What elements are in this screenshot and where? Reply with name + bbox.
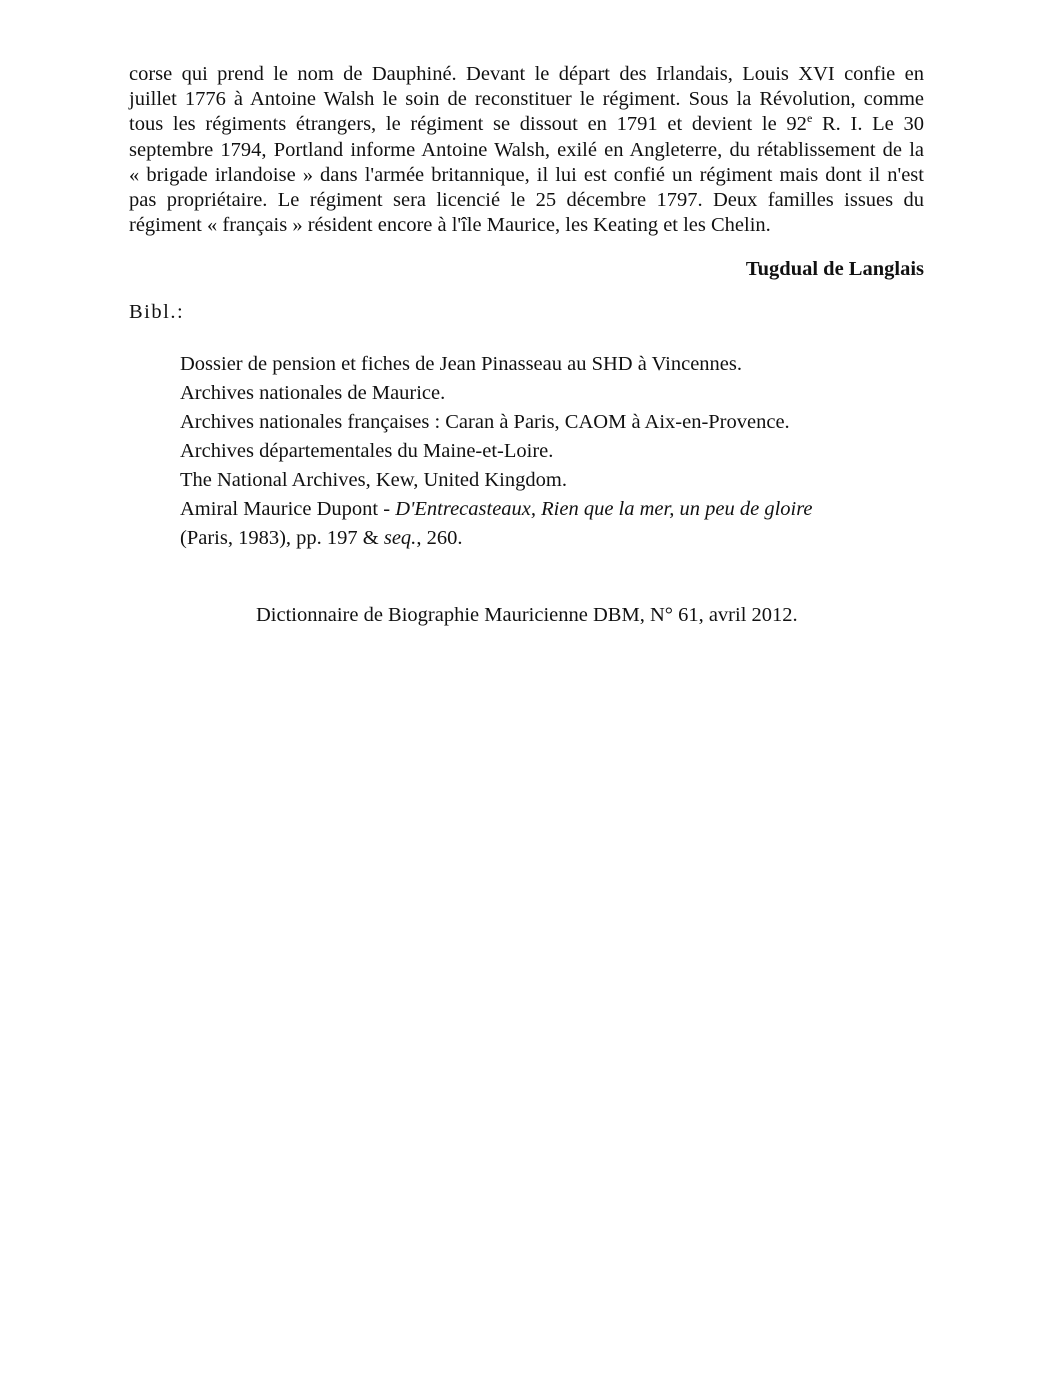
superscript-e: e [806,111,813,126]
author-signature: Tugdual de Langlais [745,258,924,280]
source-reference: Dictionnaire de Biographie Mauricienne DBM, N° 61, avril 2012. [256,604,798,626]
paragraph-line: corse qui prend le nom de Dauphiné. Devant le départ des Irlandais, Louis XVI confie en [129,63,924,85]
bibliography-list [180,350,920,553]
bibliography-item: Archives départementales du Maine-et-Loire. [180,440,554,462]
paragraph-line: pas propriétaire. Le régiment sera licencié le 25 décembre 1797. Deux familles issues du [129,189,924,212]
paragraph-line: régiment « français » résident encore à l'île Maurice, les Keating et les Chelin. [129,214,771,237]
paragraph-line: « brigade irlandoise » dans l'armée britannique, il lui est confié un régiment mais dont il n'est [129,163,924,186]
bibliography-item-continuation [180,524,920,553]
seq-abbrev: seq. [383,527,417,549]
bibliography-item-pages: (Paris, 1983), pp. 197 & [180,527,384,549]
bibliography-item: Archives nationales françaises : Caran à Paris, CAOM à Aix-en-Provence. [180,411,790,433]
paragraph-line: juillet 1776 à Antoine Walsh le soin de reconstituer le régiment. Sous la Révolution, comme [129,88,924,111]
paragraph-line: septembre 1794, Portland informe Antoine Walsh, exilé en Angleterre, du rétablissement de la [129,138,924,161]
paragraph-line-tail: R. I. Le 30 [812,113,924,136]
bibliography-item-prefix: Amiral Maurice Dupont - [180,498,396,520]
book-title: D'Entrecasteaux, Rien que la mer, un peu de gloire [395,498,813,520]
bibliography-item-end: , 260. [416,527,463,549]
bibliography-item: The National Archives, Kew, United Kingdom. [180,469,567,491]
bibliography-item [180,495,920,553]
paragraph-line-text: tous les régiments étrangers, le régiment se dissout en 1791 et devient le 92 [129,113,807,136]
paragraph-line [129,112,924,137]
bibliography-item: Dossier de pension et fiches de Jean Pinasseau au SHD à Vincennes. [180,353,742,375]
body-paragraph [129,62,924,238]
bibliography-item: Archives nationales de Maurice. [180,382,446,404]
bibliography-label: Bibl.: [129,301,185,323]
